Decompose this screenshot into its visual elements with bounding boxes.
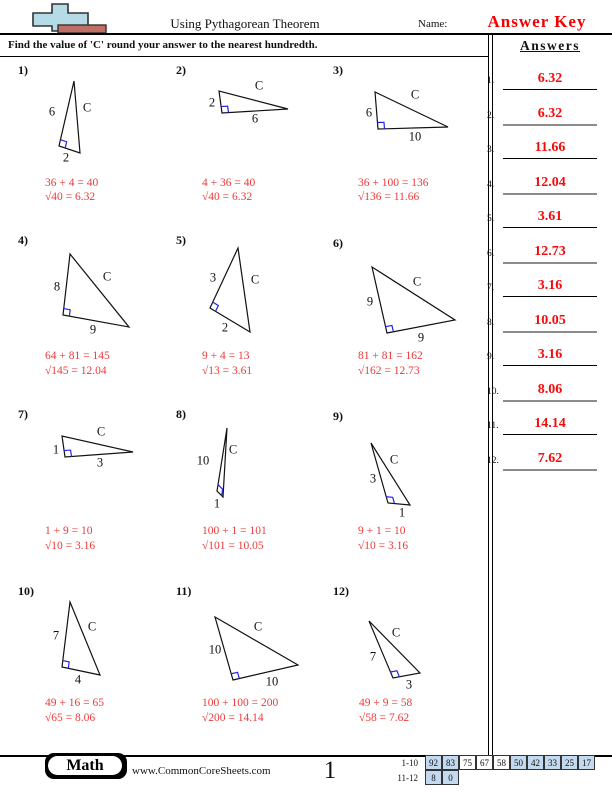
score-row-label: 1-10 [401, 758, 418, 768]
side-label: 9 [366, 294, 374, 309]
side-label: 2 [62, 150, 70, 165]
side-label: 10 [208, 642, 222, 657]
work-line-2: √145 = 12.04 [45, 365, 107, 377]
score-cell: 67 [476, 755, 493, 770]
side-label: 10 [265, 674, 279, 689]
subject-badge [45, 753, 127, 779]
score-cell: 8 [425, 770, 442, 785]
answer-number: 3. [487, 145, 495, 155]
answer-value: 14.14 [534, 416, 566, 431]
score-cell: 17 [578, 755, 595, 770]
answer-number: 6. [487, 248, 495, 259]
answer-number: 5. [487, 214, 495, 224]
answer-line [503, 124, 597, 126]
side-label: 1 [213, 496, 221, 511]
side-label: 6 [365, 105, 373, 120]
answer-line [503, 365, 597, 366]
hypotenuse-label: C [102, 269, 112, 284]
work-line-2: √162 = 12.73 [358, 365, 420, 377]
problem-number: 12) [333, 584, 349, 598]
work-line-1: 49 + 9 = 58 [359, 697, 413, 709]
work-line-2: √136 = 11.66 [358, 191, 420, 203]
right-angle-icon [386, 497, 394, 504]
triangle-figure [63, 254, 129, 327]
page-number: 1 [323, 757, 337, 784]
answer-number: 11. [487, 421, 499, 431]
triangle-figure [219, 91, 288, 113]
work-line-2: √10 = 3.16 [358, 540, 409, 552]
score-cell: 33 [544, 755, 561, 770]
answer-value: 3.16 [537, 278, 563, 293]
work-line-1: 4 + 36 = 40 [202, 177, 256, 189]
answer-number: 7. [487, 283, 495, 293]
answer-value: 11.66 [534, 140, 566, 155]
side-label: 8 [53, 279, 61, 294]
answer-value: 3.61 [537, 209, 563, 224]
header-rule [0, 33, 612, 35]
right-angle-icon [218, 485, 223, 496]
triangle-figure [217, 428, 227, 497]
side-label: 7 [52, 628, 60, 643]
hypotenuse-label: C [82, 100, 92, 115]
answer-line [503, 400, 597, 402]
problem-number: 1) [18, 63, 28, 77]
triangle-figure [210, 248, 250, 332]
side-label: 3 [405, 677, 413, 692]
answer-line [503, 469, 597, 471]
work-line-1: 100 + 1 = 101 [202, 525, 267, 537]
score-row-label: 11-12 [397, 773, 418, 783]
work-line-1: 36 + 4 = 40 [45, 177, 99, 189]
score-cell: 50 [510, 755, 527, 770]
hypotenuse-label: C [250, 272, 260, 287]
work-line-1: 81 + 81 = 162 [358, 350, 423, 362]
answer-line [503, 331, 597, 333]
work-line-2: √40 = 6.32 [202, 191, 253, 203]
name-label: Name: [418, 18, 448, 30]
work-line-2: √58 = 7.62 [359, 712, 410, 724]
hypotenuse-label: C [389, 452, 399, 467]
hypotenuse-label: C [96, 424, 106, 439]
answers-title: Answers [520, 38, 580, 53]
instruction-text: Find the value of 'C' round your answer to the nearest hundredth. [8, 39, 318, 51]
right-angle-icon [221, 106, 228, 112]
side-label: 9 [417, 330, 425, 345]
problem-number: 8) [176, 407, 186, 421]
triangle-figure [62, 602, 100, 675]
answer-value: 12.73 [534, 243, 566, 259]
work-line-2: √13 = 3.61 [202, 365, 253, 377]
side-label: 3 [96, 455, 104, 470]
problem-number: 10) [18, 584, 34, 598]
hypotenuse-label: C [87, 619, 97, 634]
right-angle-icon [231, 672, 239, 678]
side-label: 6 [251, 111, 259, 126]
side-label: 10 [408, 129, 422, 144]
side-label: 4 [74, 672, 82, 687]
hypotenuse-label: C [391, 625, 401, 640]
right-angle-icon [213, 302, 219, 311]
problem-number: 9) [333, 409, 343, 423]
side-label: 1 [52, 442, 60, 457]
right-angle-icon [60, 140, 66, 148]
work-line-1: 9 + 1 = 10 [358, 525, 406, 537]
right-angle-icon [64, 450, 71, 456]
answer-number: 10. [487, 386, 499, 397]
work-line-1: 36 + 100 = 136 [358, 177, 429, 189]
work-line-1: 100 + 100 = 200 [202, 697, 279, 709]
work-line-2: √40 = 6.32 [45, 191, 96, 203]
hypotenuse-label: C [412, 274, 422, 289]
score-cell: 92 [425, 755, 442, 770]
subject-label: Math [48, 756, 122, 775]
side-label: 1 [398, 505, 406, 520]
answer-number: 9. [487, 352, 495, 362]
score-cell: 0 [442, 770, 459, 785]
answer-value: 10.05 [534, 312, 566, 328]
side-label: 2 [208, 95, 216, 110]
answer-key-label: Answer Key [487, 12, 587, 31]
score-cell: 42 [527, 755, 544, 770]
score-cell: 58 [493, 755, 510, 770]
website-text: www.CommonCoreSheets.com [132, 765, 271, 777]
answer-line [503, 262, 597, 264]
answer-value: 6.32 [537, 105, 563, 121]
answer-line [503, 434, 597, 435]
score-cell: 83 [442, 755, 459, 770]
score-cell: 75 [459, 755, 476, 770]
right-angle-icon [390, 671, 399, 677]
problem-number: 2) [176, 63, 186, 77]
answer-number: 2. [487, 110, 495, 121]
answer-value: 7.62 [537, 450, 563, 466]
work-line-2: √10 = 3.16 [45, 540, 96, 552]
answer-value: 3.16 [537, 347, 563, 362]
problem-number: 3) [333, 63, 343, 77]
answer-number: 1. [487, 76, 495, 86]
page-title: Using Pythagorean Theorem [170, 16, 320, 31]
side-label: 10 [196, 453, 210, 468]
side-label: 3 [209, 270, 217, 285]
problem-number: 6) [333, 236, 343, 250]
work-line-2: √200 = 14.14 [202, 712, 264, 724]
answer-line [503, 193, 597, 195]
right-angle-icon [63, 661, 69, 669]
answer-line [503, 227, 597, 228]
side-label: 2 [221, 320, 229, 335]
work-line-1: 9 + 4 = 13 [202, 350, 250, 362]
answer-value: 6.32 [537, 71, 563, 86]
answer-number: 4. [487, 179, 495, 190]
side-label: 7 [369, 649, 377, 664]
hypotenuse-label: C [254, 78, 264, 93]
work-line-2: √101 = 10.05 [202, 540, 264, 552]
side-label: 6 [48, 104, 56, 119]
problem-number: 4) [18, 233, 28, 247]
work-line-1: 64 + 81 = 145 [45, 350, 110, 362]
work-line-2: √65 = 8.06 [45, 712, 96, 724]
answer-line [503, 89, 597, 90]
instruction-rule [0, 56, 488, 57]
right-angle-icon [64, 309, 70, 317]
answer-number: 12. [487, 455, 499, 466]
triangle-figure [59, 81, 80, 153]
hypotenuse-label: C [228, 442, 238, 457]
side-label: 3 [369, 471, 377, 486]
right-angle-icon [386, 325, 394, 331]
work-line-1: 49 + 16 = 65 [45, 697, 104, 709]
answer-line [503, 296, 597, 297]
problem-number: 7) [18, 407, 28, 421]
score-cell: 25 [561, 755, 578, 770]
problem-number: 11) [176, 584, 192, 598]
answer-line [503, 158, 597, 159]
answer-value: 8.06 [537, 381, 563, 397]
problem-number: 5) [176, 233, 186, 247]
hypotenuse-label: C [410, 87, 420, 102]
answer-number: 8. [487, 317, 495, 328]
work-line-1: 1 + 9 = 10 [45, 525, 93, 537]
side-label: 9 [89, 322, 97, 337]
answer-value: 12.04 [534, 174, 566, 190]
right-angle-icon [377, 122, 384, 128]
hypotenuse-label: C [253, 619, 263, 634]
